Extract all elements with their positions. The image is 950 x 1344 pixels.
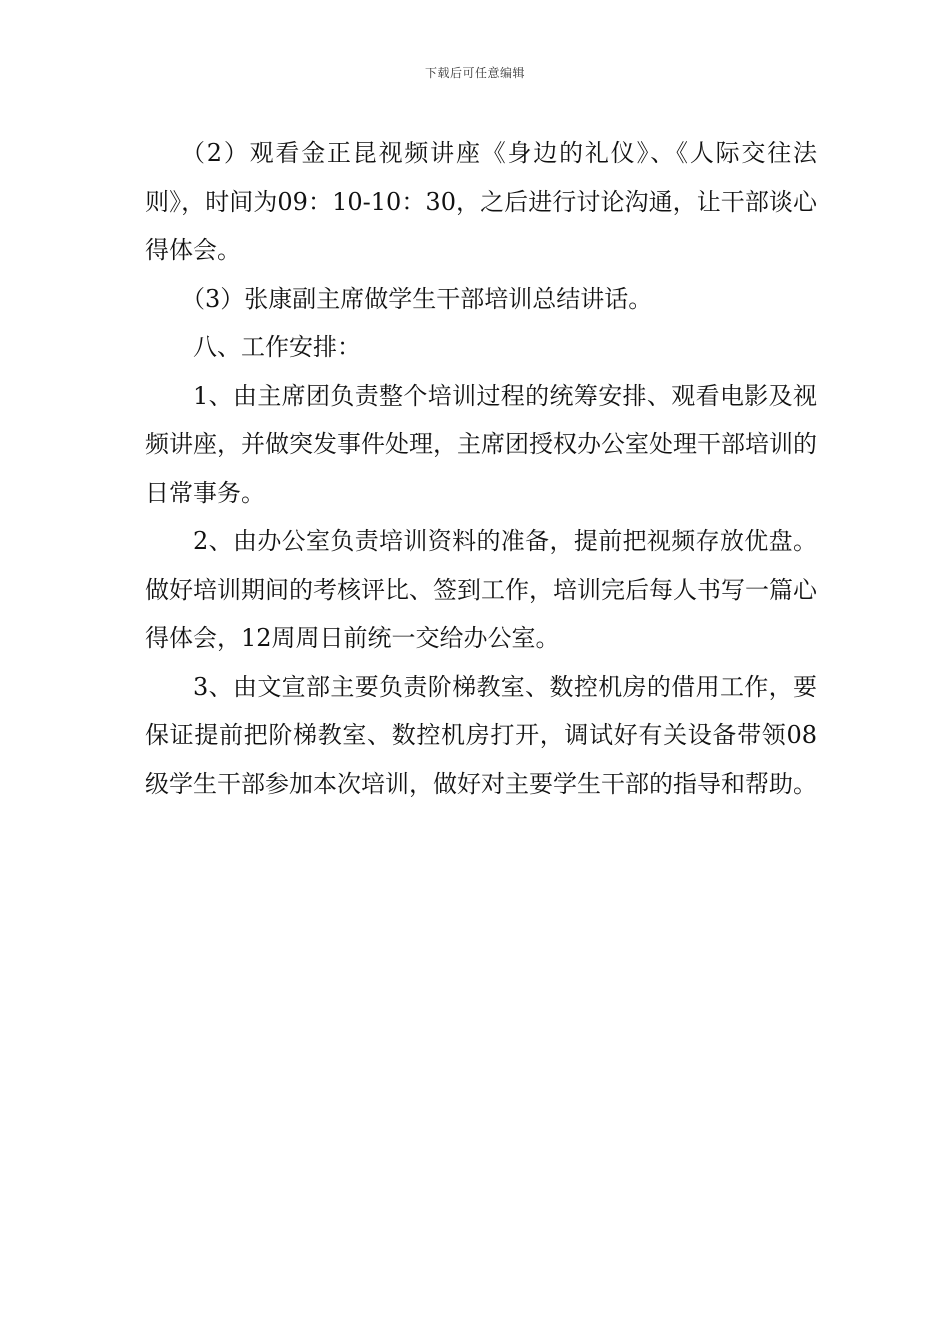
header-watermark: 下载后可任意编辑	[424, 66, 525, 80]
paragraph-summary-speech: （3）张康副主席做学生干部培训总结讲话。	[181, 284, 653, 313]
paragraph-item-3: 3、由文宣部主要负责阶梯教室、数控机房的借用工作，要保证提前把阶梯教室、数控机房打开，调试好有关设备带领08级学生干部参加本次培训，做好对主要学生干部的指导和帮助。	[145, 672, 817, 798]
paragraph-video-lecture: （2）观看金正昆视频讲座《身边的礼仪》、《人际交往法则》，时间为09：10-10：30，之后进行讨论沟通，让干部谈心得体会。	[145, 139, 817, 264]
document-body	[145, 129, 817, 808]
section-heading-work-arrangement: 八、工作安排：	[193, 333, 361, 361]
paragraph-item-1: 1、由主席团负责整个培训过程的统筹安排、观看电影及视频讲座，并做突发事件处理，主席团授权办公室处理干部培训的日常事务。	[145, 381, 817, 507]
paragraph-item-2: 2、由办公室负责培训资料的准备，提前把视频存放优盘。做好培训期间的考核评比、签到工作，培训完后每人书写一篇心得体会，12周周日前统一交给办公室。	[145, 527, 817, 652]
